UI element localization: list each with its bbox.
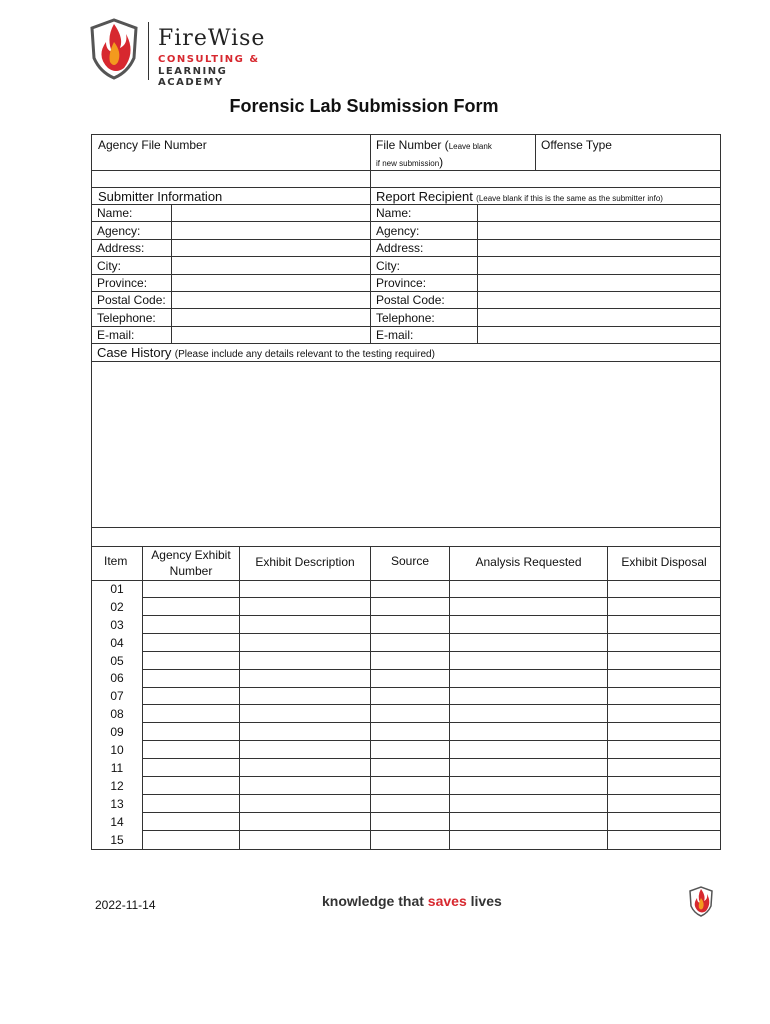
file-number-note: Leave blank (448, 142, 492, 151)
recipient-address-input[interactable] (478, 240, 720, 256)
recipient-heading-note: (Leave blank if this is the same as the submitter info) (476, 194, 663, 203)
header-description: Exhibit Description (255, 555, 355, 569)
header-source: Source (390, 554, 430, 568)
case-history-textarea[interactable] (92, 362, 720, 526)
submitter-label-address: Address: (97, 241, 145, 255)
offense-type-label: Offense Type (541, 138, 612, 152)
firewise-shield-small-icon (688, 880, 714, 920)
submitter-label-name: Name: (97, 206, 133, 220)
recipient-heading (376, 189, 663, 204)
item-number: 05 (110, 654, 124, 668)
submitter-label-agency: Agency: (97, 224, 141, 238)
submitter-label-email: E-mail: (97, 328, 135, 342)
item-number: 09 (110, 725, 124, 739)
header-analysis: Analysis Requested (475, 555, 582, 569)
submitter-label-province: Province: (97, 276, 148, 290)
logo-sub-1: CONSULTING & (158, 54, 260, 65)
recipient-label-city: City: (376, 259, 400, 273)
offense-type-field[interactable] (536, 152, 720, 169)
file-number-note-line2 (376, 155, 443, 169)
submitter-label-city: City: (97, 259, 121, 273)
item-number: 10 (110, 743, 124, 757)
item-number: 14 (110, 815, 124, 829)
tagline-part-1: knowledge that (322, 893, 428, 909)
item-number: 13 (110, 797, 124, 811)
footer-date: 2022-11-14 (95, 898, 156, 912)
recipient-name-input[interactable] (478, 205, 720, 221)
header-item: Item (104, 554, 128, 568)
header-disposal: Exhibit Disposal (621, 555, 707, 569)
recipient-postal-input[interactable] (478, 292, 720, 308)
case-history-heading-text: Case History (97, 345, 172, 360)
recipient-label-agency: Agency: (376, 224, 420, 238)
submitter-telephone-input[interactable] (172, 309, 369, 325)
agency-file-number-label: Agency File Number (98, 138, 207, 152)
footer-tagline (322, 893, 502, 909)
logo-name: FireWise (158, 26, 266, 51)
header-agency-exhibit (143, 547, 239, 579)
file-number-close: ) (439, 155, 444, 169)
item-number: 07 (110, 689, 124, 703)
recipient-label-name: Name: (376, 206, 412, 220)
recipient-city-input[interactable] (478, 257, 720, 273)
case-history-note: (Please include any details relevant to the testing required) (174, 349, 435, 360)
logo-sub-2: LEARNING ACADEMY (158, 66, 228, 88)
recipient-agency-input[interactable] (478, 222, 720, 238)
item-number: 08 (110, 707, 124, 721)
recipient-telephone-input[interactable] (478, 309, 720, 325)
recipient-label-telephone: Telephone: (376, 311, 435, 325)
submitter-heading: Submitter Information (98, 189, 223, 204)
file-number-note-2: if new submission (376, 159, 440, 168)
header-agency-exhibit-line2: Number (169, 564, 213, 578)
item-number: 15 (110, 833, 124, 847)
item-number: 04 (110, 636, 124, 650)
submitter-agency-input[interactable] (172, 222, 369, 238)
tagline-saves: saves (427, 893, 467, 909)
recipient-label-postal: Postal Code: (376, 293, 445, 307)
submitter-address-input[interactable] (172, 240, 369, 256)
recipient-province-input[interactable] (478, 275, 720, 291)
item-number: 02 (110, 600, 124, 614)
recipient-label-email: E-mail: (376, 328, 414, 342)
submitter-city-input[interactable] (172, 257, 369, 273)
item-number: 11 (110, 761, 124, 775)
file-number-text: File Number ( (376, 138, 449, 152)
recipient-email-input[interactable] (478, 327, 720, 343)
submitter-name-input[interactable] (172, 205, 369, 221)
file-number-label (376, 138, 492, 152)
recipient-label-province: Province: (376, 276, 427, 290)
item-number: 06 (110, 671, 124, 685)
submitter-postal-input[interactable] (172, 292, 369, 308)
recipient-heading-text: Report Recipient (376, 189, 473, 204)
agency-file-number-field[interactable] (92, 152, 369, 169)
submitter-email-input[interactable] (172, 327, 369, 343)
submitter-province-input[interactable] (172, 275, 369, 291)
item-number: 03 (110, 618, 124, 632)
exhibit-rows-input-area[interactable] (143, 581, 720, 848)
item-number: 12 (110, 779, 124, 793)
recipient-label-address: Address: (376, 241, 424, 255)
header-agency-exhibit-line1: Agency Exhibit (151, 548, 231, 562)
tagline-part-3: lives (466, 893, 502, 909)
submitter-label-telephone: Telephone: (97, 311, 156, 325)
case-history-heading (97, 345, 435, 360)
form-title: Forensic Lab Submission Form (229, 96, 499, 116)
submitter-label-postal: Postal Code: (97, 293, 166, 307)
item-number: 01 (110, 582, 124, 596)
